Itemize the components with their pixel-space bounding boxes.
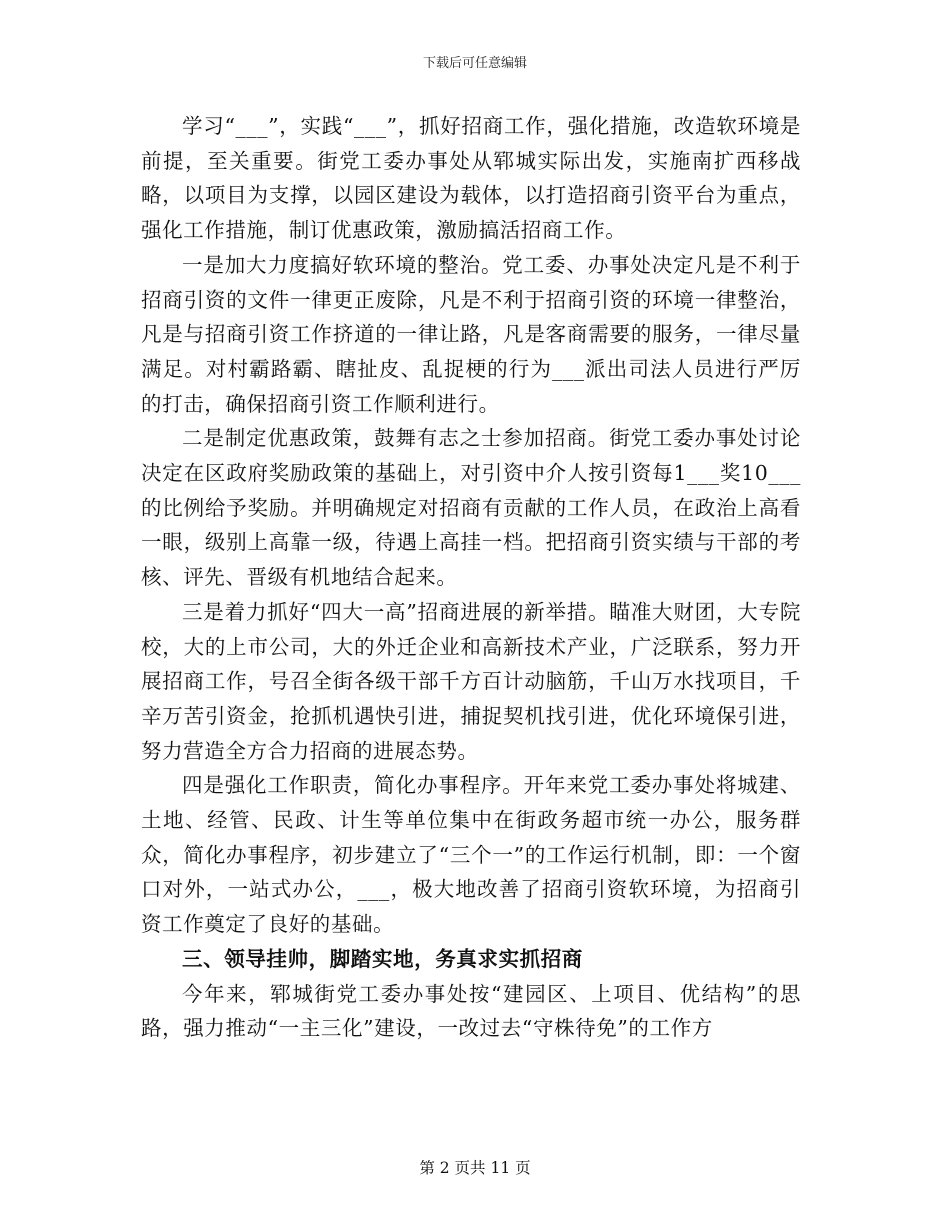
page-number: 第 2 页共 11 页 [419, 1159, 531, 1177]
paragraph-point-one: 一是加大力度搞好软环境的整治。党工委、办事处决定凡是不利于招商引资的文件一律更正废除，凡是不利于招商引资的环境一律整治，凡是与招商引资工作挤道的一律让路，凡是客商需要的服务，一律尽量满足。对村霸路霸、瞎扯皮、乱捉梗的行为___派出司法人员进行严厉的打击，确保招商引资工作顺利进行。 [141, 252, 801, 416]
paragraph-point-four: 四是强化工作职责，简化办事程序。开年来党工委办事处将城建、土地、经管、民政、计生等单位集中在街政务超市统一办公，服务群众，简化办事程序，初步建立了“三个一”的工作运行机制，即：一个窗口对外，一站式办公，___，极大地改善了招商引资软环境，为招商引资工作奠定了良好的基础。 [141, 773, 801, 937]
paragraph-point-two: 二是制定优惠政策，鼓舞有志之士参加招商。街党工委办事处讨论决定在区政府奖励政策的基础上，对引资中介人按引资每1___奖10___的比例给予奖励。并明确规定对招商有贡献的工作人员，在政治上高看一眼，级别上高靠一级，待遇上高挂一档。把招商引资实绩与干部的考核、评先、晋级有机地结合起来。 [141, 426, 801, 590]
page-header: 下载后可任意编辑 [422, 56, 527, 71]
section-heading: 三、领导挂帅，脚踏实地，务真求实抓招商 [182, 946, 583, 971]
paragraph-point-three: 三是着力抓好“四大一高”招商进展的新举措。瞄准大财团，大专院校，大的上市公司，大的外迁企业和高新技术产业，广泛联系，努力开展招商工作，号召全街各级干部千方百计动脑筋，千山万水找项目，千辛万苦引资金，抢抓机遇快引进，捕捉契机找引进，优化环境保引进，努力营造全方合力招商的进展态势。 [141, 599, 801, 763]
paragraph-intro: 学习“___”，实践“___”，抓好招商工作，强化措施，改造软环境是前提，至关重要。街党工委办事处从郓城实际出发，实施南扩西移战略，以项目为支撑，以园区建设为载体，以打造招商引资平台为重点，强化工作措施，制订优惠政策，激励搞活招商工作。 [141, 114, 801, 243]
document-body [141, 109, 801, 1046]
paragraph-section-three: 今年来，郓城街党工委办事处按“建园区、上项目、优结构”的思路，强力推动“一主三化”建设，一改过去“守株待免”的工作方 [141, 981, 801, 1041]
